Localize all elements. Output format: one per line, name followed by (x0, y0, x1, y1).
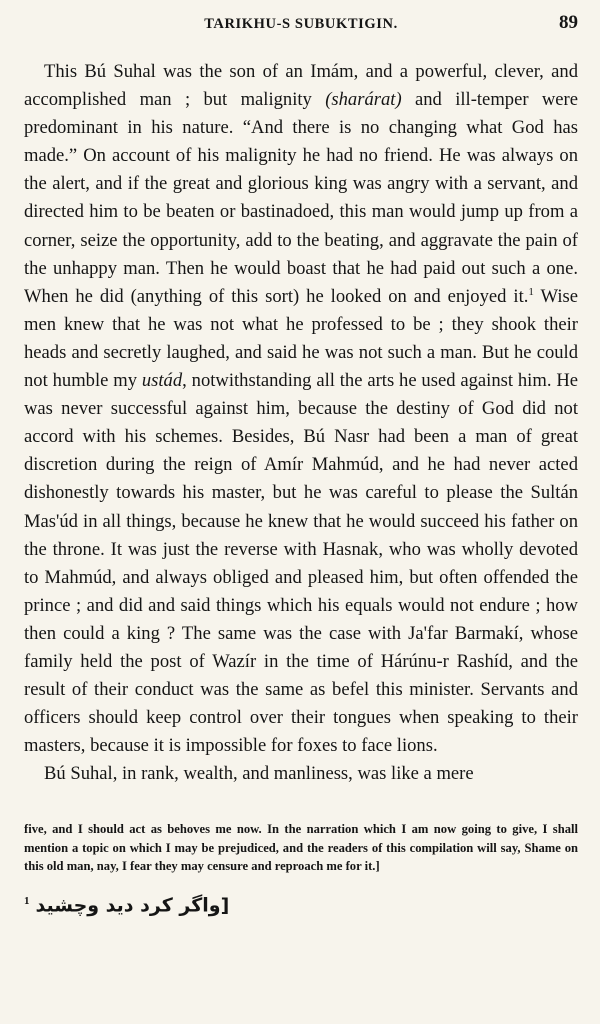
paragraph-2: Bú Suhal, in rank, wealth, and manliness, was like a mere (44, 763, 474, 785)
term-ustad: ustád (141, 370, 183, 392)
p1-part-d: , notwithstanding all the arts he used against him. He was never successful against him, because the destiny of God did not accord with his schemes. Besides, Bú Nasr had been a man of great discretion during the reign of Amír Mahmúd, and he had never acted dishonestly towards his master, but he was careful to please the Sultán Mas'úd in all things, because he knew that he would succeed his father on the throne. It was just the reverse with Hasnak, who was wholly devoted to Mahmúd, and always obliged and pleased him, but often offended the prince ; and did and said things which his equals would not endure ; how then could a king ? The same was the case with Ja'far Barmakí, whose family held the post of Wazír in the time of Hárúnu-r Rashíd, and the result of their conduct was the same as befel this minister. Servants and officers should keep control over their tongues when speaking to their masters, because it is impossible for foxes to face lions. (24, 370, 578, 757)
footnote-ref-1: 1 (528, 285, 534, 298)
page-header (24, 0, 578, 44)
p1-part-c: Wise men knew that he was not what he professed to be ; they shook their heads and secretly laughed, and said he was not such a man. But he could not humble my (24, 285, 578, 392)
running-title: TARIKHU-S SUBUKTIGIN. (204, 16, 398, 32)
paragraph-1 (24, 58, 578, 760)
term-shararat: (sharárat) (325, 89, 402, 111)
p1-part-b: and ill-temper were predominant in his nature. “And there is no changing what God has made.” On account of his malignity he had no friend. He was always on the alert, and if the great and glorious king was angry with a servant, and directed him to be beaten or bastinadoed, this man would jump up from a corner, seize the opportunity, add to the beating, and aggravate the pain of the unhappy man. Then he would boast that he had paid out such a one. When he did (anything of this sort) he looked on and enjoyed it. (24, 89, 578, 307)
main-text (24, 58, 578, 788)
footnote-1 (24, 888, 578, 919)
footnote-continued: five, and I should act as behoves me now. In the narration which I am now going to give, I shall mention a topic on which I may be prejudiced, and the readers of this compilation will say, Shame on this old man, nay, I fear they may censure and reproach me for it.] (24, 822, 578, 874)
footnote-1-marker: 1 (24, 894, 30, 907)
footnotes (24, 820, 578, 919)
footnote-1-persian-text: [واگر کرد دید وچشید (35, 893, 230, 916)
p1-part-a: This Bú Suhal was the son of an Imám, and a powerful, clever, and accomplished man ; but malignity (24, 61, 578, 111)
page-number: 89 (559, 12, 578, 33)
